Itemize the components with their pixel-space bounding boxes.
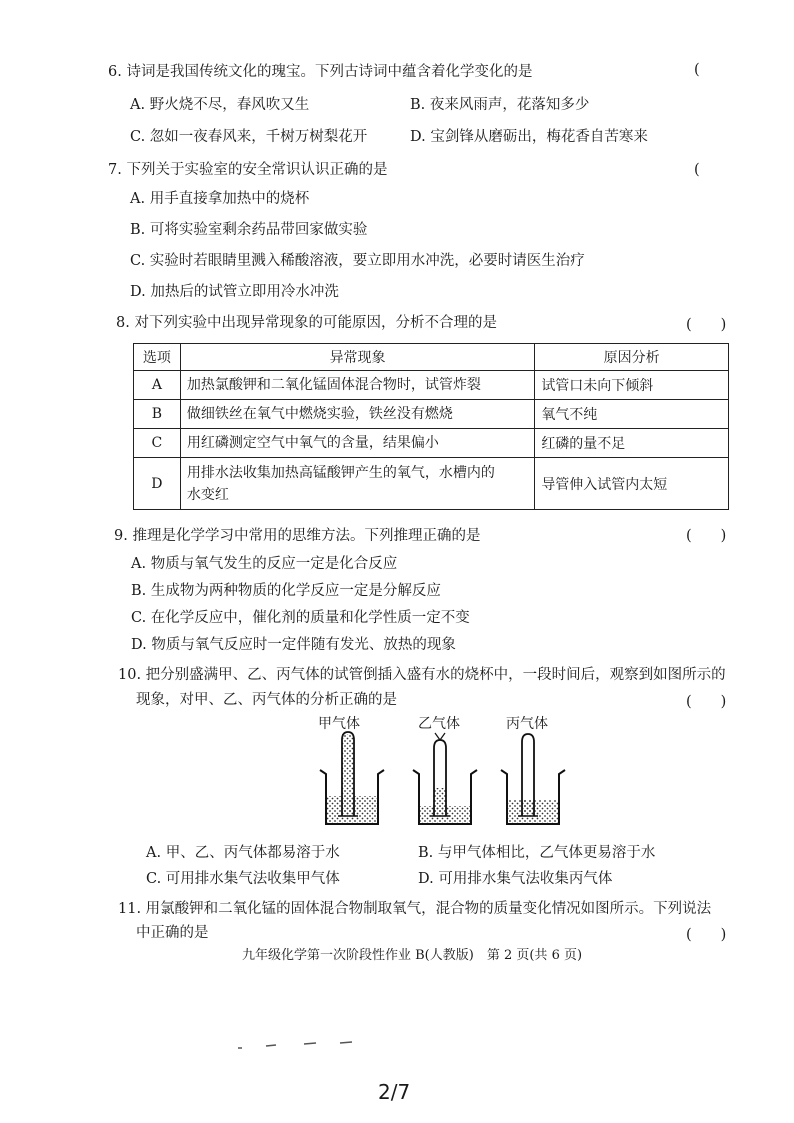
beaker-bing <box>501 734 565 824</box>
q6-option-d: D. 宝剑锋从磨砺出，梅花香自苦寒来 <box>410 129 648 145</box>
q8-header-phenomenon: 异常现象 <box>180 344 534 371</box>
q8-header-cause: 原因分析 <box>535 344 729 371</box>
q11-stem-line1: 11. 用氯酸钾和二氧化锰的固体混合物制取氧气，混合物的质量变化情况如图所示。下列说法 <box>118 901 712 917</box>
q8-table <box>133 343 729 510</box>
q7-option-c: C. 实验时若眼睛里溅入稀酸溶液，要立即用水冲洗，必要时请医生治疗 <box>130 253 585 269</box>
q9-stem: 9. 推理是化学学习中常用的思维方法。下列推理正确的是 <box>114 528 481 544</box>
q8-row-d-phenomenon-line1: 用排水法收集加热高锰酸钾产生的氧气，水槽内的 <box>186 464 495 481</box>
q8-row-c-option: C <box>134 429 181 458</box>
q10-stem-line1: 10. 把分别盛满甲、乙、丙气体的试管倒插入盛有水的烧杯中，一段时间后，观察到如图所示的 <box>118 667 726 683</box>
q9-option-a: A. 物质与氧气发生的反应一定是化合反应 <box>131 556 398 572</box>
q11-answer-paren: ( ) <box>686 927 727 943</box>
q8-row-a-phenomenon: 加热氯酸钾和二氧化锰固体混合物时，试管炸裂 <box>180 371 534 400</box>
q10-label-bing: 丙气体 <box>506 716 548 732</box>
q10-option-d: D. 可用排水集气法收集丙气体 <box>418 871 613 887</box>
q8-row-b-option: B <box>134 400 181 429</box>
page-footer: 九年级化学第一次阶段性作业 B(人教版) 第 2 页(共 6 页) <box>242 948 583 963</box>
q6-stem: 6. 诗词是我国传统文化的瑰宝。下列古诗词中蕴含着化学变化的是 <box>108 64 533 80</box>
q8-row-d-option: D <box>134 458 181 510</box>
scan-marks <box>230 1036 370 1056</box>
q9-option-d: D. 物质与氧气反应时一定伴随有发光、放热的现象 <box>131 637 456 653</box>
table-row <box>134 429 729 458</box>
q7-option-d: D. 加热后的试管立即用冷水冲洗 <box>130 284 339 300</box>
q10-label-yi: 乙气体 <box>418 716 460 732</box>
table-row <box>134 458 729 510</box>
q10-label-jia: 甲气体 <box>318 716 360 732</box>
q9-answer-paren: ( ) <box>686 528 727 544</box>
q8-row-c-phenomenon: 用红磷测定空气中氧气的含量，结果偏小 <box>180 429 534 458</box>
q8-row-a-cause: 试管口未向下倾斜 <box>535 371 729 400</box>
beaker-jia <box>320 732 384 824</box>
q10-figure-gas-tubes <box>316 712 576 837</box>
q8-stem: 8. 对下列实验中出现异常现象的可能原因，分析不合理的是 <box>116 315 497 331</box>
q10-option-c: C. 可用排水集气法收集甲气体 <box>146 871 340 887</box>
q8-answer-paren: ( ) <box>686 317 727 333</box>
q11-stem-line2: 中正确的是 <box>136 925 209 941</box>
q6-option-b: B. 夜来风雨声，花落知多少 <box>410 97 590 113</box>
q7-option-a: A. 用手直接拿加热中的烧杯 <box>130 191 310 207</box>
q10-option-b: B. 与甲气体相比，乙气体更易溶于水 <box>418 845 656 861</box>
q8-row-d-cause: 导管伸入试管内太短 <box>535 458 729 510</box>
q8-row-d-phenomenon-line2: 水变红 <box>186 486 229 503</box>
page-number: 2/7 <box>378 1080 411 1104</box>
q8-row-b-cause: 氧气不纯 <box>535 400 729 429</box>
q8-row-c-cause: 红磷的量不足 <box>535 429 729 458</box>
q8-header-option: 选项 <box>134 344 181 371</box>
q9-option-b: B. 生成物为两种物质的化学反应一定是分解反应 <box>131 583 441 599</box>
q8-row-b-phenomenon: 做细铁丝在氧气中燃烧实验，铁丝没有燃烧 <box>180 400 534 429</box>
q10-stem-line2: 现象，对甲、乙、丙气体的分析正确的是 <box>136 692 397 708</box>
q9-option-c: C. 在化学反应中，催化剂的质量和化学性质一定不变 <box>131 610 470 626</box>
q10-option-a: A. 甲、乙、丙气体都易溶于水 <box>146 845 340 861</box>
table-row <box>134 371 729 400</box>
q7-stem: 7. 下列关于实验室的安全常识认识正确的是 <box>108 162 388 178</box>
q8-row-d-phenomenon <box>180 458 534 510</box>
q10-answer-paren: ( ) <box>686 694 727 710</box>
q8-row-a-option: A <box>134 371 181 400</box>
table-row <box>134 400 729 429</box>
q7-option-b: B. 可将实验室剩余药品带回家做实验 <box>130 222 368 238</box>
q6-option-a: A. 野火烧不尽，春风吹又生 <box>130 97 310 113</box>
q7-answer-paren: ( <box>694 162 700 178</box>
q6-answer-paren: ( <box>694 62 700 78</box>
beaker-yi <box>413 733 477 824</box>
q6-option-c: C. 忽如一夜春风来，千树万树梨花开 <box>130 129 368 145</box>
